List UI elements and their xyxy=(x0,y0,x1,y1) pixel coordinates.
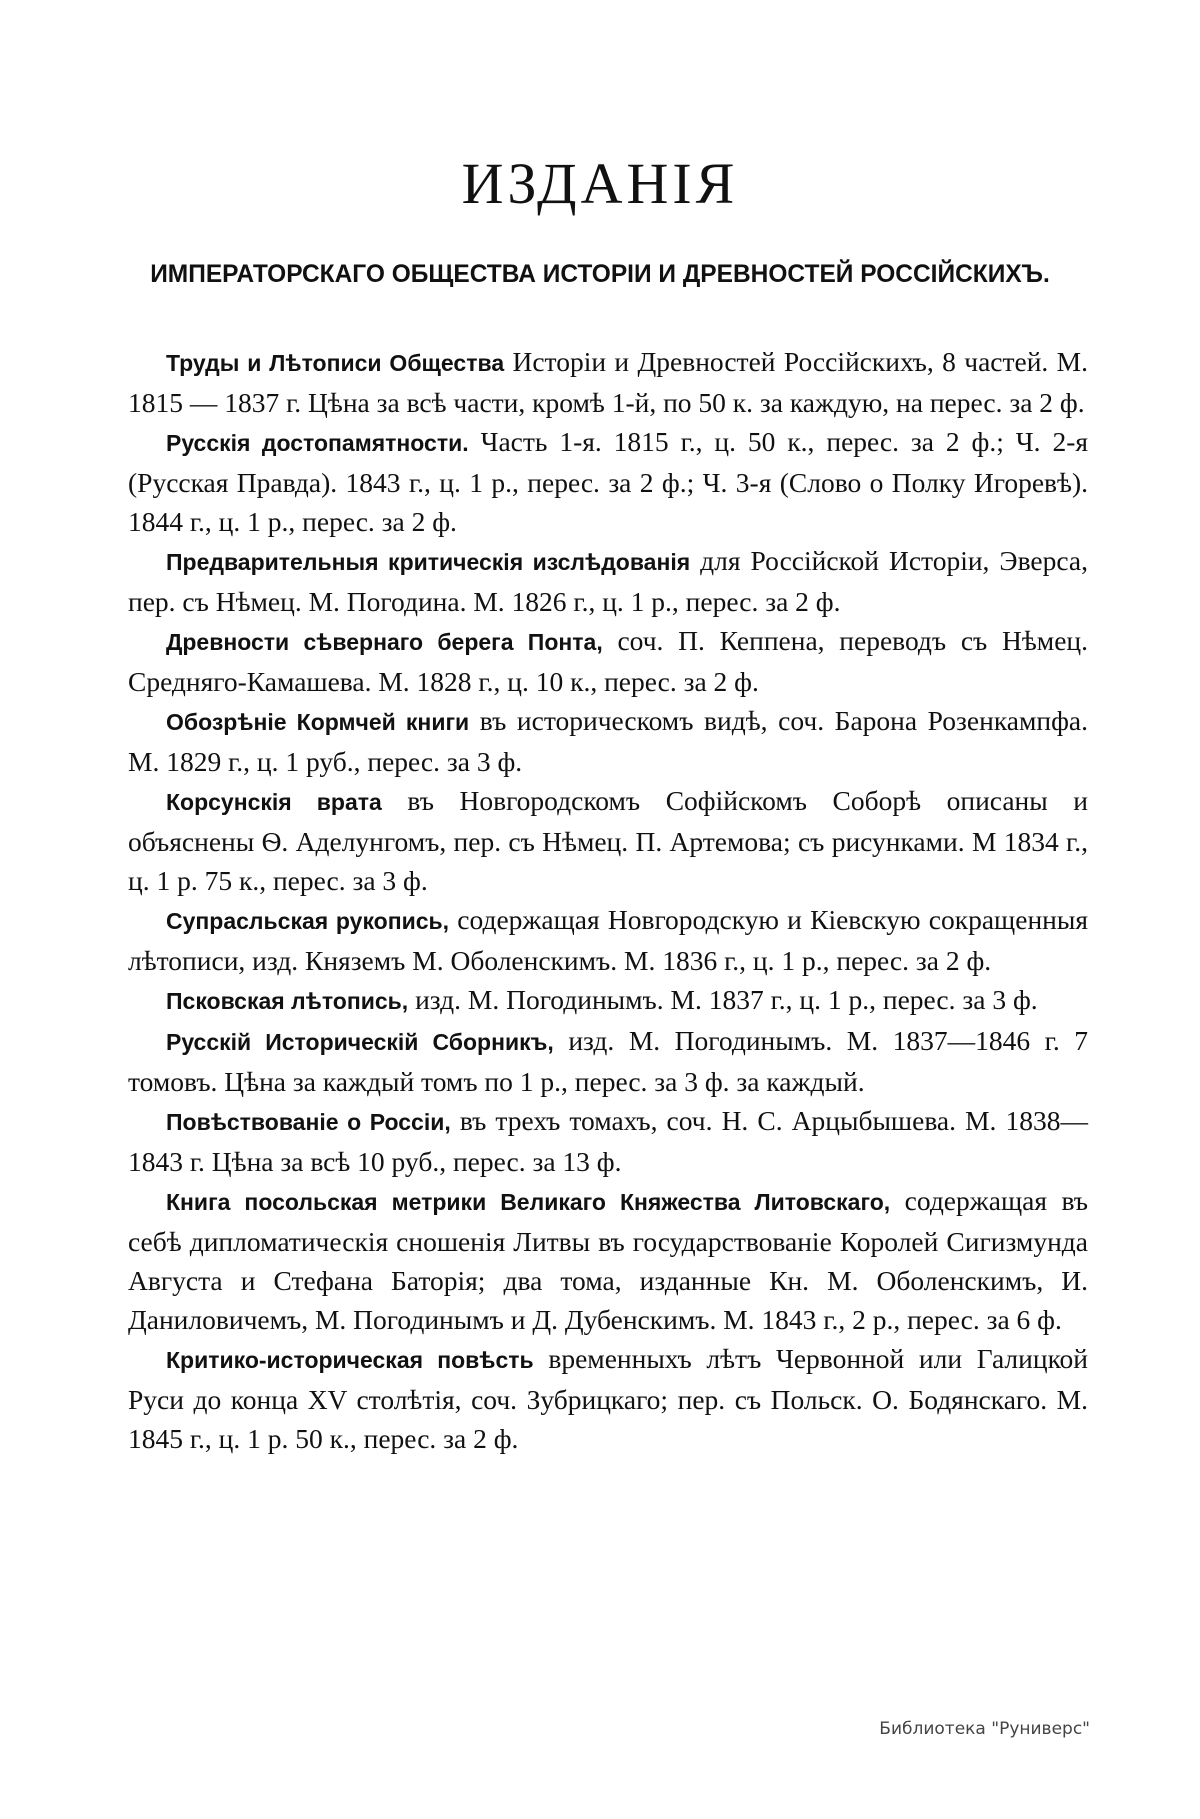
publication-entry xyxy=(128,1339,1088,1458)
publication-entry xyxy=(128,541,1088,621)
entry-heading: Русскій Историческій Сборникъ, xyxy=(166,1029,554,1055)
publication-entry xyxy=(128,980,1088,1021)
publication-entry xyxy=(128,781,1088,900)
publication-list xyxy=(128,342,1088,1458)
publication-entry xyxy=(128,621,1088,701)
entry-text: содержащая въ себѣ дипломатическія сношенія Литвы въ государствованіе Королей Сигизмунда Августа и Стефана Баторія; два тома, изданные Кн. М. Оболенскимъ, И. Даниловичемъ, М. Погодинымъ и Д. Дубенскимъ. М. 1843 г., 2 р., перес. за 6 ф. xyxy=(128,1185,1088,1335)
entry-text: Исторіи и Древностей Россійскихъ, 8 частей. М. 1815 — 1837 г. Цѣна за всѣ части, кромѣ 1-й, по 50 к. за каждую, на перес. за 2 ф. xyxy=(128,346,1088,418)
publication-entry xyxy=(128,1101,1088,1181)
entry-heading: Предварительныя критическія изслѣдованія xyxy=(166,549,691,575)
entry-heading: Повѣствованіе о Россіи, xyxy=(166,1109,451,1135)
entry-heading: Псковская лѣтопись, xyxy=(166,988,409,1014)
entry-text: временныхъ лѣтъ Червонной или Галицкой Руси до конца XV столѣтія, соч. Зубрицкаго; пер. съ Польск. О. Бодянскаго. М. 1845 г., ц. 1 р. 50 к., перес. за 2 ф. xyxy=(128,1343,1088,1454)
entry-heading: Супрасльская рукопись, xyxy=(166,908,450,934)
entry-text: содержащая Новгородскую и Кіевскую сокращенныя лѣтописи, изд. Княземъ М. Оболенскимъ. М. 1836 г., ц. 1 р., перес. за 2 ф. xyxy=(128,904,1089,976)
library-watermark: Библиотека "Руниверс" xyxy=(879,1719,1090,1739)
entry-heading: Древности сѣвернаго берега Понта, xyxy=(166,629,603,655)
publication-entry xyxy=(128,342,1088,422)
page-title: ИЗДАНІЯ xyxy=(461,151,739,216)
publication-entry xyxy=(128,422,1088,541)
entry-heading: Труды и Лѣтописи Общества xyxy=(166,350,505,376)
entry-heading: Русскія достопамятности. xyxy=(166,430,469,456)
entry-heading: Обозрѣніе Кормчей книги xyxy=(166,709,470,735)
entry-text: въ историческомъ видѣ, соч. Барона Розенкампфа. М. 1829 г., ц. 1 руб., перес. за 3 ф. xyxy=(128,705,1088,777)
entry-text: въ трехъ томахъ, соч. Н. С. Арцыбышева. М. 1838—1843 г. Цѣна за всѣ 10 руб., перес. за 13 ф. xyxy=(128,1105,1088,1177)
publication-entry xyxy=(128,900,1088,980)
entry-text: изд. М. Погодинымъ. М. 1837 г., ц. 1 р., перес. за 3 ф. xyxy=(408,984,1038,1015)
entry-text: въ Новгородскомъ Софійскомъ Соборѣ описаны и объяснены Ѳ. Аделунгомъ, пер. съ Нѣмец. П. Артемова; съ рисунками. М 1834 г., ц. 1 р. 75 к., перес. за 3 ф. xyxy=(128,785,1088,896)
entry-heading: Критико-историческая повѣсть xyxy=(166,1347,534,1373)
publication-entry xyxy=(128,1021,1088,1101)
page-subtitle: ИМПЕРАТОРСКАГО ОБЩЕСТВА ИСТОРІИ И ДРЕВНОСТЕЙ РОССІЙСКИХЪ. xyxy=(150,260,1050,288)
publication-entry xyxy=(128,701,1088,781)
entry-heading: Корсунскія врата xyxy=(166,789,382,815)
entry-text: для Россійской Исторіи, Эверса, пер. съ Нѣмец. М. Погодина. М. 1826 г., ц. 1 р., перес. за 2 ф. xyxy=(128,545,1088,617)
entry-text: соч. П. Кеппена, переводъ съ Нѣмец. Средняго-Камашева. М. 1828 г., ц. 10 к., перес. за 2 ф. xyxy=(128,625,1088,697)
entry-heading: Книга посольская метрики Великаго Княжества Литовскаго, xyxy=(166,1189,891,1215)
entry-text: изд. М. Погодинымъ. М. 1837—1846 г. 7 томовъ. Цѣна за каждый томъ по 1 р., перес. за 3 ф. за каждый. xyxy=(128,1025,1088,1097)
publication-entry xyxy=(128,1181,1088,1339)
entry-text: Часть 1-я. 1815 г., ц. 50 к., перес. за 2 ф.; Ч. 2-я (Русская Правда). 1843 г., ц. 1 р., перес. за 2 ф.; Ч. 3-я (Слово о Полку Игоревѣ). 1844 г., ц. 1 р., перес. за 2 ф. xyxy=(128,426,1089,537)
